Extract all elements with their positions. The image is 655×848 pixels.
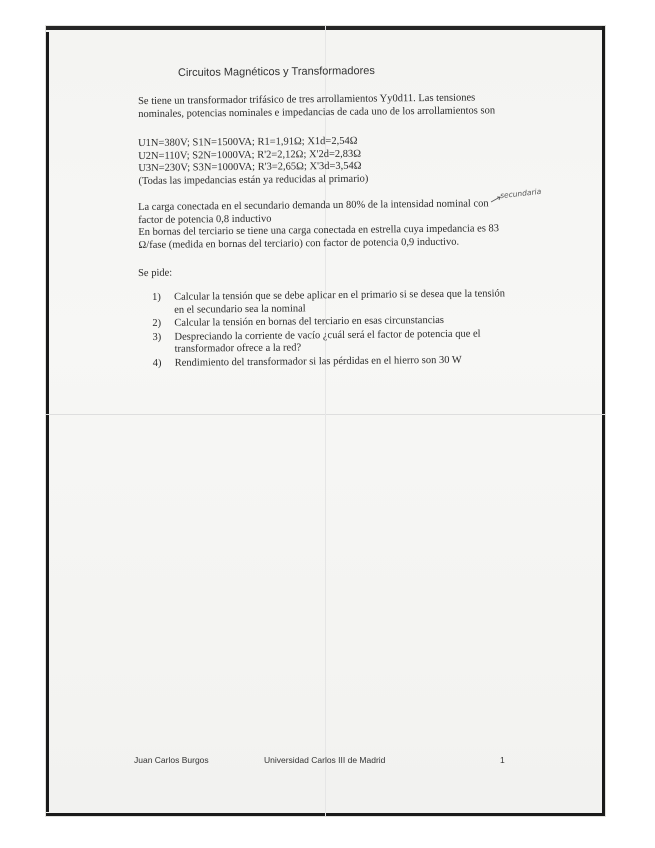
winding-data-line: U3N=230V; S3N=1000VA; R'3=2,65Ω; X'3d=3,54Ω <box>138 160 362 174</box>
intro-line: nominales, potencias nominales e impedancias de cada uno de los arrollamientos son <box>138 104 496 120</box>
load-line: La carga conectada en el secundario demanda un 80% de la intensidad nominal con <box>138 198 489 213</box>
winding-data <box>138 134 559 188</box>
load-line: Ω/fase (medida en bornas del terciario) con factor de potencia 0,9 inductivo. <box>138 236 460 251</box>
question-list <box>152 288 553 371</box>
question-item <box>152 327 552 356</box>
question-text: Calcular la tensión que se debe aplicar en el primario si se desea que la tensión <box>173 288 506 303</box>
question-item <box>152 288 552 317</box>
question-number: 4) <box>152 357 162 369</box>
question-text: Calcular la tensión en bornas del terciario en esas circunstancias <box>174 314 445 329</box>
load-line: En bornas del terciario se tiene una carga conectada en estrella cuya impedancia es 83 <box>138 223 500 238</box>
question-number: 1) <box>152 291 161 303</box>
question-text: Despreciando la corriente de vacío ¿cuál será el factor de potencia que el <box>174 328 481 343</box>
load-paragraph <box>138 198 559 252</box>
scan-edge-right <box>602 26 605 816</box>
handwritten-annotation: secundaria <box>499 186 542 201</box>
page-header-title: Circuitos Magnéticos y Transformadores <box>177 64 375 80</box>
intro-paragraph <box>138 92 558 121</box>
document-page <box>46 26 605 816</box>
intro-line: Se tiene un transformador trifásico de tres arrollamientos Yy0d11. Las tensiones <box>138 92 476 107</box>
footer-author: Juan Carlos Burgos <box>134 755 209 765</box>
question-text: transformador ofrece a la red? <box>174 342 302 355</box>
question-number: 3) <box>152 331 162 343</box>
footer-university: Universidad Carlos III de Madrid <box>264 755 386 765</box>
load-line: factor de potencia 0,8 inductivo <box>138 213 272 226</box>
footer-page-number: 1 <box>500 755 505 765</box>
winding-data-line: (Todas las impedancias están ya reducidas al primario) <box>138 173 369 187</box>
winding-data-line: U2N=110V; S2N=1000VA; R'2=2,12Ω; X'2d=2,83Ω <box>138 148 362 162</box>
question-number: 2) <box>152 317 162 329</box>
scan-edge-left <box>46 32 49 812</box>
questions-heading: Se pide: <box>138 267 173 279</box>
question-text: en el secundario sea la nominal <box>174 302 306 316</box>
winding-data-line: U1N=380V; S1N=1500VA; R1=1,91Ω; X1d=2,54Ω <box>138 135 358 149</box>
question-text: Rendimiento del transformador si las pérdidas en el hierro son 30 W <box>174 354 462 369</box>
